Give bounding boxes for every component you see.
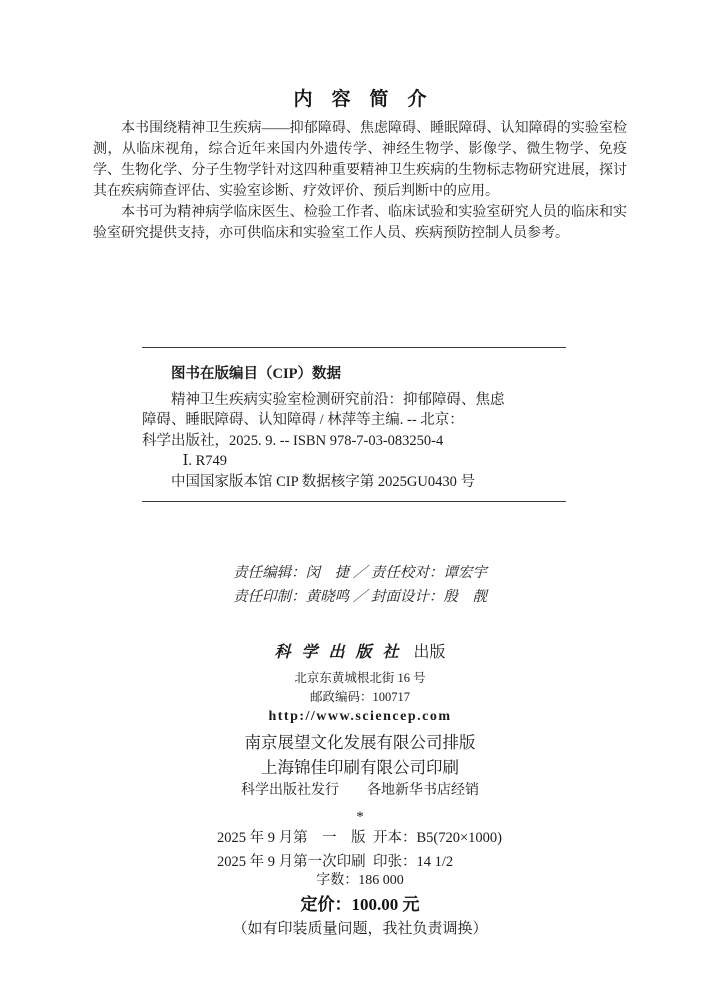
publish-label: 出版 [413,644,446,661]
divider-asterisk: * [356,809,364,825]
publisher-url: http://www.sciencep.com [268,709,452,724]
word-count: 字数：186 000 [316,873,404,888]
intro-paragraph-1: 本书围绕精神卫生疾病——抑郁障碍、焦虑障碍、睡眠障碍、认知障碍的实验室检测，从临床视角，综合近年来国内外遗传学、神经生物学、影像学、微生物学、免疫学、生物化学、分子生物学针对这四种重要精神卫生疾病的生物标志物研究进展，探讨其在疾病筛查评估、实验室诊断、疗效评价、预后判断中的应用。 [93,121,627,199]
publisher-address: 北京东黄城根北街 16 号 [294,671,426,685]
publisher-postcode: 邮政编码：100717 [309,690,410,704]
quality-exchange-note: （如有印装质量问题，我社负责调换） [232,921,488,937]
credits-editor-proofreader: 责任编辑：闵 捷 ／ 责任校对：谭宏宇 [233,565,487,581]
cip-record-number: 中国国家版本馆 CIP 数据核字第 2025GU0430 号 [171,473,475,490]
intro-title: 内 容 简 介 [293,89,427,110]
science-press-logo: 科学出版社 [274,644,410,661]
intro-paragraph-2: 本书可为精神病学临床医生、检验工作者、临床试验和实验室研究人员的临床和实验室研究提供支持，亦可供临床和实验室工作人员、疾病预防控制人员参考。 [93,205,627,241]
edition-date: 2025 年 9 月第 一 版 [217,830,366,846]
cip-title-line-2: 障碍、睡眠障碍、认知障碍 / 林萍等主编. -- 北京： [142,412,464,428]
staff-credits [0,561,720,609]
printing-date: 2025 年 9 月第一次印刷 [217,854,366,870]
credits-printer-designer: 责任印制：黄晓鸣 ／ 封面设计：殷 靓 [233,589,487,605]
price-line: 定价：100.00 元 [300,895,420,914]
typesetter-line: 南京展望文化发展有限公司排版 [244,733,476,752]
print-run-details [217,826,502,874]
cip-classification: Ⅰ. R749 [182,453,227,469]
cip-heading: 图书在版编目（CIP）数据 [171,366,341,382]
publisher-logo-line [0,642,720,664]
sheet-count: 印张：14 1/2 [373,854,454,870]
edition-row [217,826,502,850]
publisher-block [0,642,720,825]
distribution-line: 科学出版社发行 各地新华书店经销 [241,783,479,798]
intro-body [93,118,627,244]
cip-isbn-line: 科学出版社，2025. 9. -- ISBN 978-7-03-083250-4 [142,432,444,449]
cip-data-block [142,347,566,502]
printer-line: 上海锦佳印刷有限公司印刷 [261,758,459,777]
format-spec: 开本：B5(720×1000) [373,830,503,846]
cip-title-line-1: 精神卫生疾病实验室检测研究前沿：抑郁障碍、焦虑 [171,391,505,408]
